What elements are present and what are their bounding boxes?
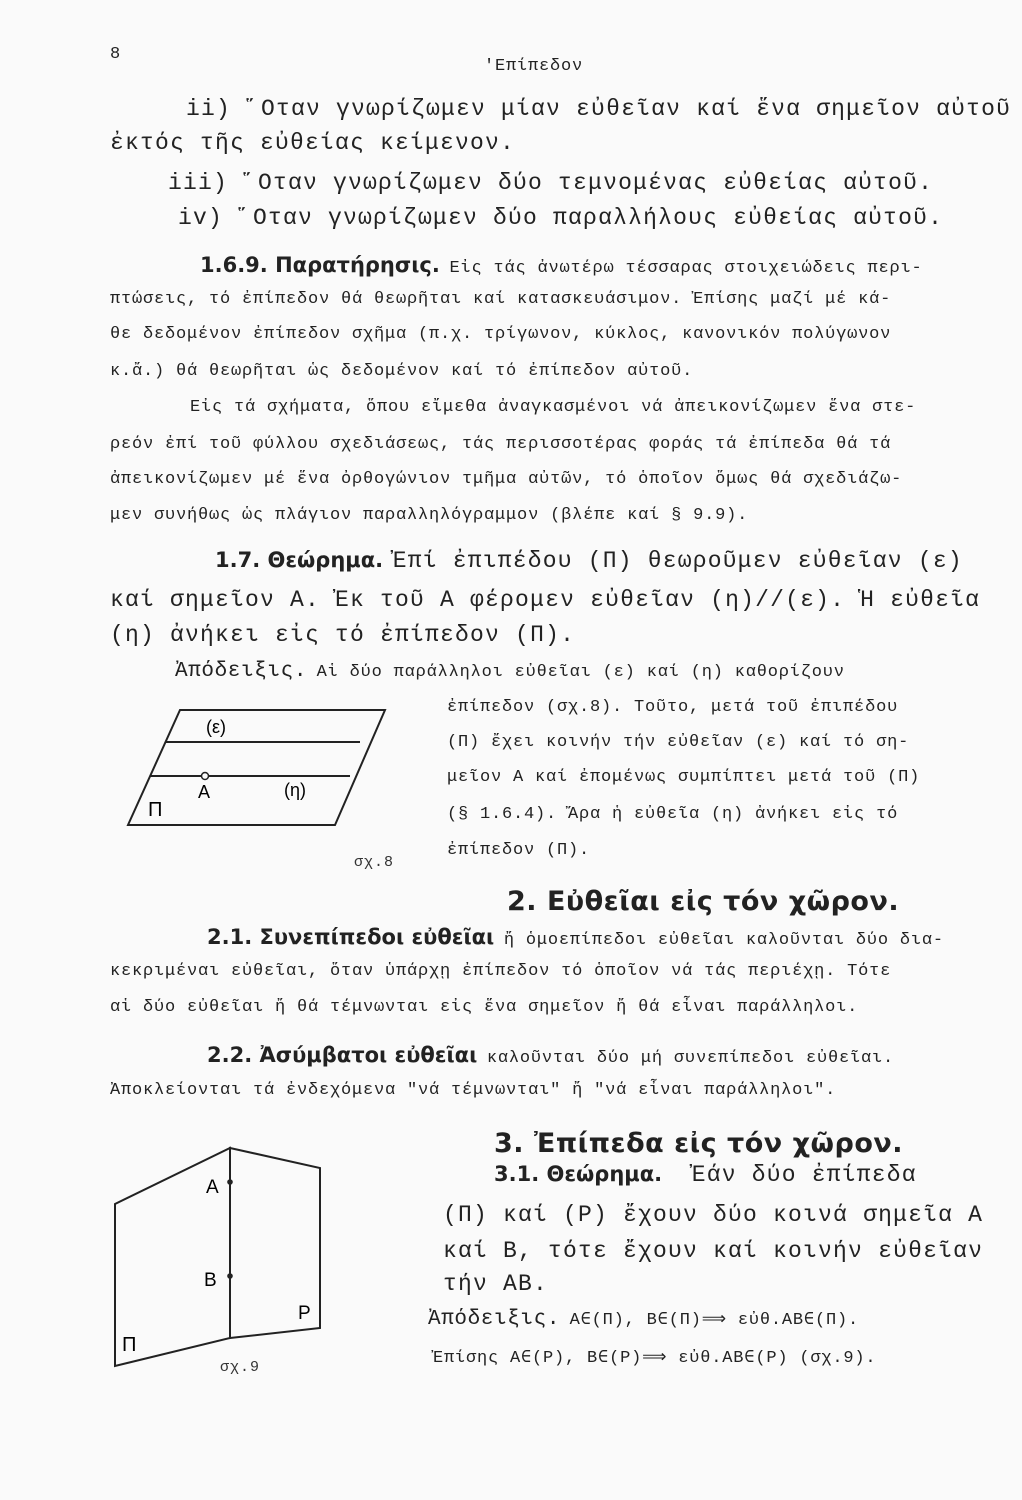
- def-21-label: 2.1. Συνεπίπεδοι εὐθεῖαι: [207, 925, 495, 949]
- def-22-text1: καλοῦνται δύο μή συνεπίπεδοι εὐθεῖαι.: [486, 1049, 894, 1068]
- point-b: [227, 1273, 233, 1279]
- page-number: 8: [110, 45, 122, 64]
- def-21-line1: [207, 925, 944, 950]
- theorem-31-text1: Ἐάν δύο ἐπίπεδα: [691, 1162, 917, 1188]
- remark-169-line4: κ.ἄ.) θά θεωρῆται ὡς δεδομένον καί τό ἐπίπεδον αὐτοῦ.: [110, 362, 694, 381]
- remark-169-p2-line4: μεν συνήθως ὡς πλάγιον παραλληλόγραμμον (βλέπε καί § 9.9).: [110, 506, 749, 525]
- remark-169-p2-line3: ἀπεικονίζωμεν μέ ἕνα ὀρθογώνιον τμῆμα αὐτῶν, τό ὁποῖον ὅμως θά σχεδιάζω-: [110, 470, 903, 489]
- theorem-17-line2: καί σημεῖον Α. Ἐκ τοῦ Α φέρομεν εὐθεῖαν (η)//(ε). Ἡ εὐθεῖα: [110, 587, 981, 613]
- proof-17-label: Ἀπόδειξις.: [175, 660, 308, 683]
- fig8-label-a: Α: [198, 782, 211, 802]
- fig9-label-a: Α: [206, 1177, 219, 1198]
- proof-31-text1: Α∈(Π), Β∈(Π)⟹ εὐθ.ΑΒ∈(Π).: [569, 1311, 859, 1330]
- fig9-label-pi: Π: [122, 1334, 137, 1356]
- proof-17-line2: ἐπίπεδον (σχ.8). Τοῦτο, μετά τοῦ ἐπιπέδου: [447, 698, 899, 717]
- section-2-heading: 2. Εὐθεῖαι εἰς τόν χῶρον.: [507, 886, 900, 917]
- def-22-line2: Ἀποκλείονται τά ἐνδεχόμενα "νά τέμνωνται" ἤ "νά εἶναι παράλληλοι".: [110, 1081, 837, 1100]
- proof-17-line6: ἐπίπεδον (Π).: [447, 841, 591, 860]
- def-22-label: 2.2. Ἀσύμβατοι εὐθεῖαι: [207, 1043, 478, 1067]
- proof-17-line1: [175, 660, 845, 683]
- remark-169-line2: πτώσεις, τό ἐπίπεδον θά θεωρῆται καί κατασκευάσιμον. Ἐπίσης μαζί μέ κά-: [110, 290, 892, 309]
- fig9-label-b: Β: [204, 1270, 217, 1291]
- item-iii: iii) ῞Οταν γνωρίζωμεν δύο τεμνομένας εὐθείας αὐτοῦ.: [168, 170, 934, 196]
- point-a: [202, 773, 209, 780]
- remark-169-p2-line2: ρεόν ἐπί τοῦ φύλλου σχεδιάσεως, τάς περισσοτέρας φοράς τά ἐπίπεδα θά τά: [110, 435, 892, 454]
- item-ii-line2: ἐκτός τῆς εὐθείας κείμενον.: [110, 130, 516, 156]
- fig8-label-pi: Π: [148, 799, 163, 821]
- fig8-label-eps: (ε): [206, 717, 227, 737]
- proof-31-line1: [428, 1308, 859, 1331]
- section-3-heading: 3. Ἐπίπεδα εἰς τόν χῶρον.: [494, 1128, 904, 1159]
- item-ii-line1: ii) ῞Οταν γνωρίζωμεν μίαν εὐθεῖαν καί ἕνα σημεῖον αὐτοῦ: [186, 96, 1012, 122]
- fig9-caption: σχ.9: [220, 1359, 261, 1376]
- figure-9: [110, 1138, 350, 1388]
- remark-169-line3: θε δεδομένον ἐπίπεδον σχῆμα (π.χ. τρίγωνον, κύκλος, κανονικόν πολύγωνον: [110, 325, 892, 344]
- theorem-31-line2: (Π) καί (Ρ) ἔχουν δύο κοινά σημεῖα Α: [443, 1202, 984, 1228]
- theorem-31-line3: καί Β, τότε ἔχουν καί κοινήν εὐθεῖαν: [443, 1238, 984, 1264]
- plane-pi-parallelogram: [128, 710, 385, 825]
- proof-17-line5: (§ 1.6.4). Ἄρα ἡ εὐθεῖα (η) ἀνήκει εἰς τό: [447, 805, 899, 824]
- point-a: [227, 1179, 233, 1185]
- theorem-17-label: 1.7. Θεώρημα.: [215, 548, 384, 572]
- proof-17-text1: Αἱ δύο παράλληλοι εὐθεῖαι (ε) καί (η) καθορίζουν: [316, 663, 845, 682]
- remark-169-label: 1.6.9. Παρατήρησις.: [200, 253, 440, 277]
- def-22-line1: [207, 1043, 894, 1068]
- remark-169-text1: Εἰς τάς ἀνωτέρω τέσσαρας στοιχειώδεις περι-: [449, 259, 923, 278]
- fig8-caption: σχ.8: [354, 854, 395, 871]
- def-21-line2: κεκριμέναι εὐθεῖαι, ὅταν ὑπάρχῃ ἐπίπεδον τό ὁποῖον νά τάς περιέχῃ. Τότε: [110, 962, 892, 981]
- proof-31-label: Ἀπόδειξις.: [428, 1308, 561, 1331]
- running-title: 'Επίπεδον: [484, 57, 584, 76]
- fig8-label-eta: (η): [284, 780, 306, 800]
- proof-17-line3: (Π) ἔχει κοινήν τήν εὐθεῖαν (ε) καί τό ση-: [447, 733, 910, 752]
- proof-31-line2: Ἐπίσης Α∈(Ρ), Β∈(Ρ)⟹ εὐθ.ΑΒ∈(Ρ) (σχ.9).: [433, 1349, 877, 1368]
- remark-169-line1: [200, 253, 958, 278]
- theorem-17-text1: Ἐπί ἐπιπέδου (Π) θεωροῦμεν εὐθεῖαν (ε): [392, 548, 963, 574]
- theorem-31-label: 3.1. Θεώρημα.: [494, 1162, 663, 1186]
- proof-17-line4: μεῖον Α καί ἐπομένως συμπίπτει μετά τοῦ (Π): [447, 768, 921, 787]
- theorem-31-line4: τήν ΑΒ.: [443, 1271, 549, 1297]
- remark-169-p2-line1: Εἰς τά σχήματα, ὅπου εἴμεθα ἀναγκασμένοι νά ἀπεικονίζωμεν ἕνα στε-: [190, 398, 917, 417]
- item-iv: iv) ῞Οταν γνωρίζωμεν δύο παραλλήλους εὐθείας αὐτοῦ.: [178, 205, 944, 231]
- theorem-31-line1: [494, 1162, 917, 1188]
- theorem-17-line3: (η) ἀνήκει εἰς τό ἐπίπεδον (Π).: [110, 622, 576, 648]
- def-21-text1: ἤ ὁμοεπίπεδοι εὐθεῖαι καλοῦνται δύο δια-: [503, 931, 944, 950]
- fig9-label-p: Ρ: [298, 1303, 311, 1324]
- def-21-line3: αἱ δύο εὐθεῖαι ἤ θά τέμνωνται εἰς ἕνα σημεῖον ἤ θά εἶναι παράλληλοι.: [110, 998, 859, 1017]
- theorem-17-line1: [215, 548, 963, 574]
- figure-8: [120, 700, 400, 890]
